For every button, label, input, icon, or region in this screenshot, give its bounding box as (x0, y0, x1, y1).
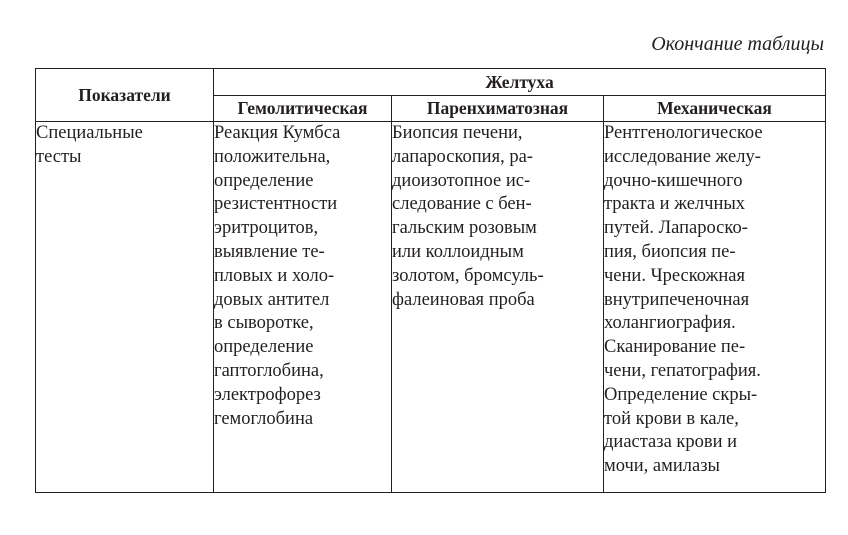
cell-text-line: Рентгенологическое (604, 123, 763, 143)
jaundice-table (35, 68, 826, 493)
header-parenchymal: Паренхиматозная (392, 96, 604, 122)
cell-text-line: пловых и холо- (214, 265, 335, 286)
cell-text-line: определение (214, 337, 314, 358)
table-row (36, 122, 826, 493)
table-continuation-caption: Окончание таблицы (651, 33, 824, 55)
header-indicators: Показатели (36, 69, 214, 122)
cell-text-line: диастаза крови и (604, 432, 738, 453)
cell-text-line: золотом, бромсуль- (392, 265, 544, 286)
cell-text-line: той крови в кале, (604, 408, 739, 429)
cell-text-line: путей. Лапароско- (604, 218, 748, 239)
header-jaundice-group: Желтуха (214, 69, 826, 96)
row-label-cell (36, 122, 214, 493)
cell-text-line: в сыворотке, (214, 313, 314, 334)
cell-text-line: Специальные (36, 123, 143, 143)
cell-text-line: дочно-кишечного (604, 170, 743, 191)
cell-text-line: электрофорез (214, 384, 321, 405)
cell-text-line: тесты (36, 146, 82, 167)
parenchymal-cell (392, 122, 604, 493)
cell-text-line: тракта и желчных (604, 194, 746, 215)
cell-text-line: положительна, (214, 146, 331, 167)
header-hemolytic: Гемолитическая (214, 96, 392, 122)
header-mechanical: Механическая (604, 96, 826, 122)
cell-text-line: диоизотопное ис- (392, 170, 531, 191)
cell-text-line: гальским розовым (392, 218, 537, 239)
cell-text-line: холангиография. (604, 313, 736, 334)
cell-text-line: резистентности (214, 194, 338, 215)
cell-text-line: выявление те- (214, 241, 325, 262)
cell-text-line: гемоглобина (214, 408, 314, 429)
cell-text-line: чени, гепатография. (604, 360, 761, 381)
cell-text-line: определение (214, 170, 314, 191)
hemolytic-cell (214, 122, 392, 493)
cell-text-line: Сканирование пе- (604, 337, 746, 358)
mechanical-cell (604, 122, 826, 493)
cell-text-line: Биопсия печени, (392, 123, 523, 143)
cell-text-line: пия, биопсия пе- (604, 241, 736, 262)
cell-text-line: гаптоглобина, (214, 360, 324, 381)
cell-text-line: Реакция Кумбса (214, 123, 341, 143)
cell-text-line: лапароскопия, ра- (392, 146, 533, 167)
cell-text-line: или коллоидным (392, 241, 524, 262)
header-row-top (36, 69, 826, 96)
cell-text-line: Определение скры- (604, 384, 758, 405)
cell-text-line: следование с бен- (392, 194, 532, 215)
cell-text-line: чени. Чрескожная (604, 265, 745, 286)
cell-text-line: эритроцитов, (214, 218, 319, 239)
cell-text-line: довых антител (214, 289, 330, 310)
cell-text-line: внутрипеченочная (604, 289, 750, 310)
cell-text-line: фалеиновая проба (392, 289, 535, 310)
cell-text-line: исследование желу- (604, 146, 761, 167)
cell-text-line: мочи, амилазы (604, 456, 720, 477)
